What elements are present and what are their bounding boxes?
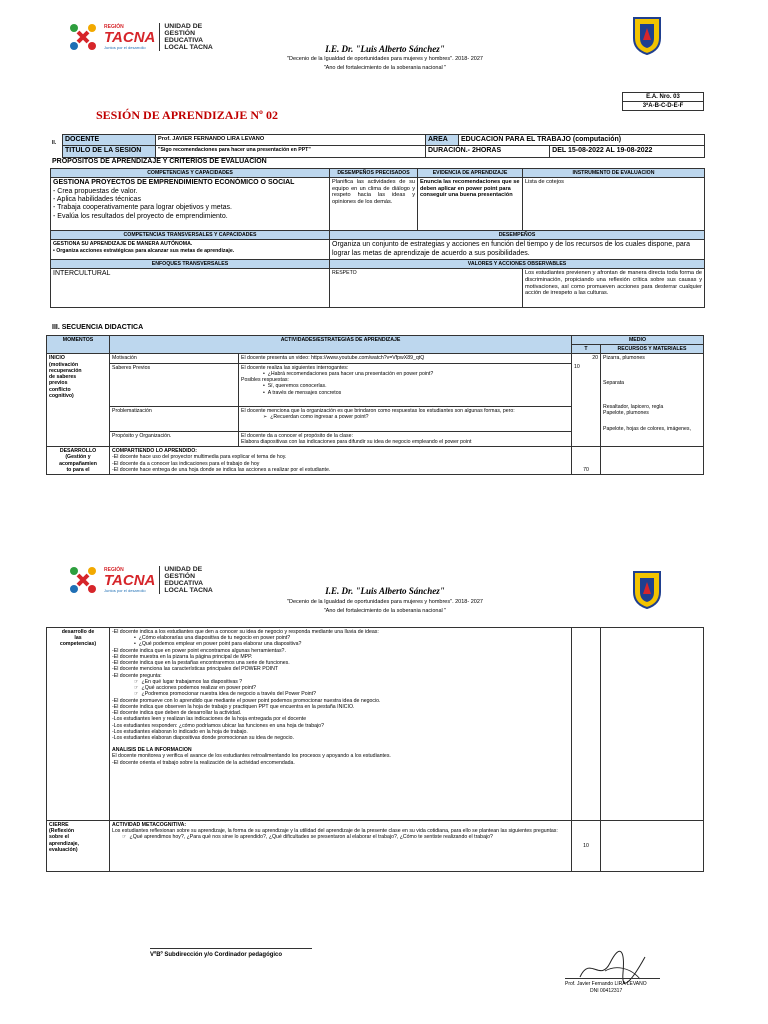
metacognitiva-text: Los estudiantes reflexionan sobre su aprendizaje, la forma de su aprendizaje y la utilidad del aprendizaje de la presente clase en su vida cotidiana, para ello se plantean las siguientes preguntas: [112,828,558,835]
ea-number: E.A. Nro. 03 [623,93,704,102]
tacna-label: TACNA [104,572,156,589]
problematizacion-bullet: ➢ ¿Recuerdan como ingresar a power point? [263,413,369,420]
desarrollo-line: -El docente da a conocer las indicaciones para el trabajo de hoy [112,460,260,467]
signature-label-left: VºBº Subdirección y/o Cordinador pedagógico [150,952,283,958]
col-actividades: ACTIVIDADES/ESTRATEGIAS DE APRENDIZAJE [110,336,572,354]
desarrollo-line: -El docente indica que deben de desarrollar la actividad. [112,710,242,717]
desempenos-heading: DESEMPEÑOS [330,231,705,240]
proposito-label: Propósito y Organización. [110,431,239,446]
col-evidencia: EVIDENCIA DE APRENDIZAJE [418,169,523,178]
accion-text: Los estudiantes previenen y afrontan de manera directa toda forma de discriminación, propiciando una reflexión crítica sobre sus causas y motivaciones, así como promueven acciones para desterrar cualquier acción de irrespeto a las culturas. [523,269,705,308]
saberes-line: Posibles respuestas: [241,377,289,384]
desarrollo-line: -El docente pregunta: [112,672,162,679]
capacidad-item: - Evalúa los resultados del proyecto de emprendimiento. [53,212,228,220]
time-inicio-10: 10 [574,363,580,370]
region-slogan: Juntos por el desarrollo [104,45,146,50]
capacidad-item: - Crea propuestas de valor. [53,187,138,195]
secuencia-table-page2 [46,627,704,872]
transversal-desempeno: Organiza un conjunto de estrategias y acciones en función del tiempo y de los recursos de los cuales dispone, para lograr las metas de aprendizaje de acuerdo a sus posibilidades. [330,240,705,260]
competencia-text: GESTIONA PROYECTOS DE EMPRENDIMIENTO ECONÓMICO O SOCIAL [53,179,295,187]
analisis-line: -El docente orienta el trabajo sobre la realización de la actividad encomendada. [112,759,295,766]
saberes-bullet: • A través de mensajes concretos [263,389,342,396]
ea-sections: 3ªA-B-C-D-E-F [623,102,704,111]
desarrollo-line: -Los estudiantes leen y realizan las indicaciones de la hoja entregada por el docente [112,716,307,723]
desarrollo-line: -El docente hace uso del proyector multimedia para explicar el tema de hoy. [112,454,287,461]
metacognitiva-bullet: ☞ ¿Qué aprendimos hoy?, ¿Para qué nos sirve lo aprendido?, ¿Qué dificultades se presentaron al elaborar el trabajo?, ¿Cómo te sentiste realizando el trabajo? [122,834,493,841]
area-value: EDUCACION PARA EL TRABAJO (computación) [459,135,705,146]
proposito-text: Elabora diapositivas con las indicaciones para difundir su idea de negocio empleando el power point [241,438,472,445]
saberes-line: El docente realiza las siguientes interrogantes: [241,364,349,371]
region-logo-page2 [66,563,213,597]
ugel-label: UNIDAD DE GESTIÓN EDUCATIVA LOCAL TACNA [159,23,212,52]
secuencia-heading: III. SECUENCIA DIDACTICA [52,324,144,331]
problematizacion-label: Problematización [110,406,239,431]
tacna-label: TACNA [104,29,156,46]
propositos-heading: PROPOSITOS DE APRENDIZAJE Y CRITERIOS DE EVALUACION [52,158,267,165]
desarrollo-bullet: • ¿Cómo elaborarías una diapositiva de tu negocio en power point? [134,635,291,642]
capacidad-item: - Trabaja cooperativamente para lograr objetivos y metas. [53,204,232,212]
info-table [62,134,705,158]
col-t: T [572,345,601,354]
motivacion-label: Motivación [110,354,239,363]
signature-line-left [150,948,312,949]
ugel-label: UNIDAD DE GESTIÓN EDUCATIVA LOCAL TACNA [159,566,212,595]
session-title: SESIÓN DE APRENDIZAJE Nº 02 [96,108,278,122]
col-momentos: MOMENTOS [47,336,110,354]
col-instrumento: INSTRUMENTO DE EVALUACION [523,169,705,178]
analisis-heading: ANALISIS DE LA INFORMACION [112,747,192,754]
time-cierre-10: 10 [572,821,601,872]
compartiendo-heading: COMPARTIENDO LO APRENDIDO: [112,448,198,455]
desarrollo-line: -El docente promueve con lo aprendido que mediante el power point podemos promocionar nuestra idea de negocio. [112,697,381,704]
motivacion-text: El docente presenta un video: https://www.youtube.com/watch?v=VfpwX89_qtQ [239,354,572,363]
desarrollo-line: -El docente indica que en la pestañas encontraremos una serie de funciones. [112,660,290,667]
instrumento-text: Lista de cotejos [523,178,705,231]
desarrollo-line: -El docente indica que observen la hoja de trabajo y practiquen PPT que encuentra en la pestaña INICIO. [112,703,355,710]
year-text: "Ano del fortalecimiento de la soberania nacional " [323,65,447,71]
valor-text: RESPETO [330,269,523,308]
duracion-value: DURACIÓN.- 2HORAS [426,146,550,157]
capacidad-item: - Aplica habilidades técnicas [53,196,141,204]
year-text-page2: "Ano del fortalecimiento de la soberania nacional " [323,608,447,614]
handwritten-signature-icon [575,945,655,985]
saberes-bullet: • ¿Habrá recomendaciones para hacer una presentación en power point? [263,370,434,377]
transversal-competencia: GESTIONA SU APRENDIZAJE DE MANERA AUTÓNOMA. [53,241,193,248]
col-desempenos: DESEMPEÑOS PRECISADOS [330,169,418,178]
school-name-page2: I.E. Dr. "Luis Alberto Sánchez" [325,586,445,596]
recurso-papelote: Papelote, hojas de colores, imágenes, [603,426,691,433]
desarrollo-line: -Los estudiantes elaboran diapositivas donde promocionan su idea de negocio. [112,734,294,741]
school-name: I.E. Dr. "Luis Alberto Sánchez" [325,44,445,54]
momento-desarrollo-cont: desarrollo de las competencias) [47,628,110,821]
signature-line-right [565,978,660,979]
momento-cierre: CIERRE (Reflexión sobre el aprendizaje, evaluación) [47,821,110,872]
desarrollo-line: -El docente indica que en power point encontramos algunas herramientas?. [112,647,286,654]
saberes-bullet: • Sí, queremos conocerlas. [263,383,327,390]
saberes-label: Saberes Previos [110,363,239,406]
desempeno-text: Planifica las actividades de su equipo en un clima de diálogo y respeto hacia las ideas y opiniones de los demás. [330,178,418,231]
recurso-pizarra: Pizarra, plumones [603,355,645,362]
time-desarrollo-70: 70 [572,447,601,475]
evidencia-text: Enuncia las recomendaciones que se deben aplicar en power point para conseguir una buena presentación [418,178,523,231]
col-competencias: COMPETENCIAS Y CAPACIDADES [51,169,330,178]
desarrollo-bullet: ☞ ¿Qué acciones podemos realizar en power point? [134,685,257,692]
desarrollo-line: -El docente hace entrega de una hoja donde se indica las acciones a realizar por el estudiante. [112,466,331,473]
region-logo [66,20,213,54]
desarrollo-line: -El docente menciona las características principales del POWER POINT [112,666,279,673]
fechas-value: DEL 15-08-2022 AL 19-08-2022 [550,146,705,157]
signature-dni-right: DNI 00412317 [590,988,623,994]
desarrollo-bullet: • ¿Qué podemos emplear en power point para elaborar una diapositiva? [134,641,302,648]
desarrollo-bullet: ☞ ¿En qué lugar trabajamos las diapositivas ? [134,678,243,685]
decade-text-page2: "Decenio de la Igualdad de oportunidades para mujeres y hombres". 2018- 2027 [287,599,483,605]
transversal-capacidad: • Organiza acciones estratégicas para alcanzar sus metas de aprendizaje. [53,247,235,254]
enfoques-heading: ENFOQUES TRANSVERSALES [51,260,330,269]
propositos-table [50,168,705,308]
tacna-emblem-icon [66,563,100,597]
col-medio: MEDIO [572,336,704,345]
titulo-value: "Sigo recomendaciones para hacer una presentación en PPT" [156,146,426,157]
desarrollo-line: -El docente muestra en la pizarra la página principal de MPP. [112,653,253,660]
time-inicio-20: 20 [592,355,598,362]
docente-value: Prof. JAVIER FERNANDO LIRA LEVANO [156,135,426,146]
signature-name-right: Prof. Javier Fernando LIRA LEVANO [565,981,647,987]
titulo-label: TITULO DE LA SESION [63,146,156,157]
area-label: AREA [426,135,459,146]
col-recursos: RECURSOS Y MATERIALES [601,345,704,354]
ea-box [622,92,704,111]
momento-inicio: INICIO (motivación recuperación de saberes previos conflicto cognitivo) [47,354,110,447]
school-crest-icon [632,570,662,610]
metacognitiva-heading: ACTIVIDAD METACOGNITIVA: [112,822,187,828]
desarrollo-bullet: ☞ ¿Podremos promocionar nuestra idea de negocio a través del Power Point? [134,691,317,698]
desarrollo-line: -Los estudiantes responden: ¿cómo podríamos ubicar las funciones en una hoja de trabajo? [112,722,324,729]
region-slogan: Juntos por el desarrollo [104,588,146,593]
momento-desarrollo: DESARROLLO (Gestión y acompañamien to para el [47,447,110,475]
section-number: II. [52,140,57,146]
transversales-heading: COMPETENCIAS TRANSVERSALES Y CAPACIDADES [51,231,330,240]
recurso-resaltador: Resaltador, lapicero, regla Papelote, plumones [603,403,664,417]
decade-text: "Decenio de la Igualdad de oportunidades para mujeres y hombres". 2018- 2027 [287,56,483,62]
recurso-separata: Separata [603,379,625,386]
region-label: REGIÓN [104,567,124,573]
enfoque-text: INTERCULTURAL [51,269,330,308]
school-crest-icon [632,16,662,56]
proposito-text: El docente da a conocer el propósito de la clase: [241,432,353,439]
problematizacion-text: El docente menciona que la organización es que brindaron como respuestas los estudiantes son algunas formas, pero: [241,407,515,414]
desarrollo-line: -Los estudiantes elaboran lo indicado en la hoja de trabajo. [112,728,248,735]
tacna-emblem-icon [66,20,100,54]
valores-heading: VALORES Y ACCIONES OBSERVABLES [330,260,705,269]
docente-label: DOCENTE [63,135,156,146]
secuencia-table [46,335,704,475]
analisis-line: El docente monitorea y verifica el avance de los estudiantes retroalimentando los procesos y apoyando a los estudiantes. [112,753,391,760]
desarrollo-line: -El docente indica a los estudiantes que den a conocer su idea de negocio y responda mediante una lluvia de ideas: [112,629,379,635]
region-label: REGIÓN [104,24,124,30]
